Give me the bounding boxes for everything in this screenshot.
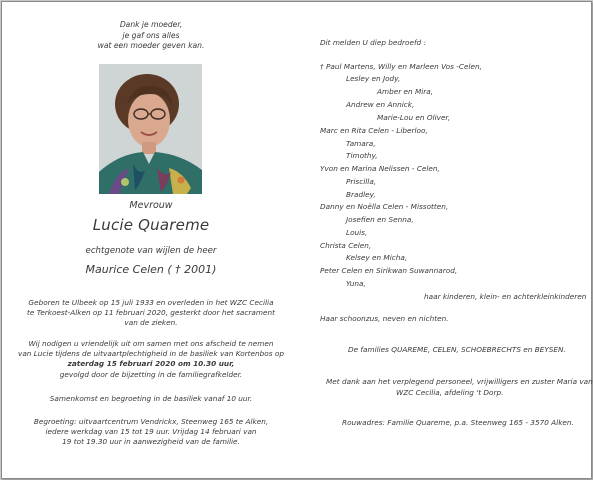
family-line: Christa Celen, bbox=[320, 241, 372, 250]
text-line: Geboren te Ulbeek op 15 juli 1933 en overleden in het WZC Cecilia bbox=[28, 298, 274, 307]
family-line: Andrew en Annick, bbox=[346, 100, 415, 109]
text-line: van Lucie tijdens de uitvaartplechtigheid in de basiliek van Kortenbos op bbox=[18, 349, 284, 359]
funeral-date: zaterdag 15 februari 2020 om 10.30 uur, bbox=[67, 359, 235, 369]
viewing-paragraph bbox=[2, 417, 300, 448]
gathering-line: Samenkomst en begroeting in de basiliek vanaf 10 uur. bbox=[49, 394, 253, 403]
spouse-name: Maurice Celen ( † 2001) bbox=[85, 263, 217, 276]
family-line: Kelsey en Micha, bbox=[346, 253, 408, 262]
text-line: van de zieken. bbox=[124, 318, 178, 328]
memorial-card bbox=[1, 1, 592, 479]
text-line: 19 tot 19.30 uur in aanwezigheid van de familie. bbox=[62, 437, 240, 447]
birth-death-paragraph bbox=[2, 298, 300, 329]
thanks-line: Met dank aan het verplegend personeel, vrijwilligers en zuster Maria van bbox=[326, 377, 593, 386]
thanks-line: WZC Cecilia, afdeling 't Dorp. bbox=[396, 388, 504, 397]
text-line: iedere werkdag van 15 tot 19 uur. Vrijdag 14 februari van bbox=[45, 427, 257, 437]
siblings-line: Haar schoonzus, neven en nichten. bbox=[320, 314, 449, 323]
family-line: Timothy, bbox=[346, 151, 378, 160]
family-line: Bradley, bbox=[346, 190, 376, 199]
intro-line: Dit melden U diep bedroefd : bbox=[320, 38, 426, 47]
poem-line: je gaf ons alles bbox=[122, 30, 180, 40]
poem bbox=[2, 20, 300, 52]
poem-line: Dank je moeder, bbox=[119, 20, 183, 29]
poem-line: wat een moeder geven kan. bbox=[97, 41, 205, 51]
family-line: Marc en Rita Celen - Liberloo, bbox=[320, 126, 428, 135]
salutation: Mevrouw bbox=[129, 200, 173, 211]
address-line: Rouwadres: Familie Quareme, p.a. Steenweg 165 - 3570 Alken. bbox=[342, 418, 574, 427]
family-line: Lesley en Jody, bbox=[346, 74, 401, 83]
invitation-paragraph bbox=[2, 339, 300, 380]
family-line: Yvon en Marina Nelissen - Celen, bbox=[320, 164, 440, 173]
text-line: gevolgd door de bijzetting in de familiegrafkelder. bbox=[59, 369, 243, 379]
text-line: te Terkoest-Alken op 11 februari 2020, gesterkt door het sacrament bbox=[27, 308, 275, 318]
portrait-photo bbox=[99, 64, 202, 194]
family-line: Marie-Lou en Oliver, bbox=[377, 113, 451, 122]
family-line: Josefien en Senna, bbox=[346, 215, 414, 224]
text-line: Wij nodigen u vriendelijk uit om samen met ons afscheid te nemen bbox=[28, 339, 274, 348]
family-line: Yuna, bbox=[346, 279, 366, 288]
family-line: Tamara, bbox=[346, 139, 376, 148]
family-line: † Paul Martens, Willy en Marleen Vos -Celen, bbox=[320, 62, 482, 71]
family-line: Danny en Noëlla Celen - Missotten, bbox=[320, 202, 449, 211]
families-line: De families QUAREME, CELEN, SCHOEBRECHTS en BEYSEN. bbox=[348, 345, 566, 354]
text-line: Begroeting: uitvaartcentrum Vendrickx, Steenweg 165 te Alken, bbox=[33, 417, 269, 426]
family-line: Louis, bbox=[346, 228, 368, 237]
family-line: Priscilla, bbox=[346, 177, 377, 186]
family-line: Amber en Mira, bbox=[377, 87, 434, 96]
family-line: haar kinderen, klein- en achterkleinkinderen bbox=[424, 292, 587, 301]
family-line: Peter Celen en Sirikwan Suwannarod, bbox=[320, 266, 458, 275]
spouse-intro: echtgenote van wijlen de heer bbox=[85, 246, 217, 256]
deceased-name: Lucie Quareme bbox=[92, 216, 210, 234]
